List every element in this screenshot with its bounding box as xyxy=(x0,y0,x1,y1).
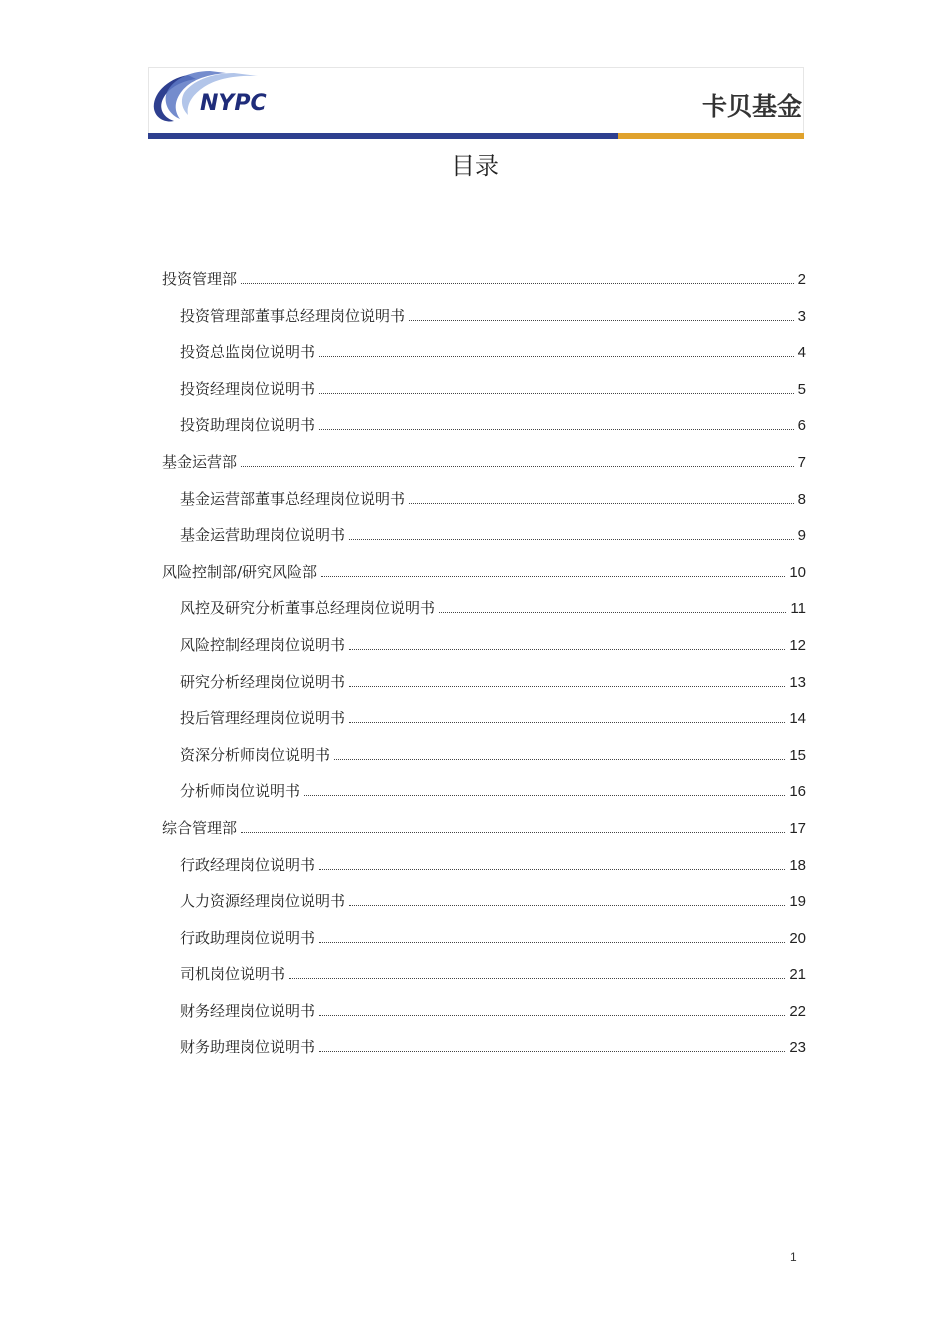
toc-page-number: 12 xyxy=(789,636,806,654)
nypc-logo xyxy=(148,67,298,127)
toc-entry-label: 投资经理岗位说明书 xyxy=(180,379,316,398)
toc-leader-dots xyxy=(439,612,786,613)
toc-leader-dots xyxy=(319,869,785,870)
toc-leader-dots xyxy=(241,832,785,833)
brand-name: 卡贝基金 xyxy=(701,92,802,121)
toc-leader-dots xyxy=(289,978,785,979)
toc-leader-dots xyxy=(319,393,794,394)
toc-subentry[interactable] xyxy=(180,486,806,523)
toc-subentry[interactable] xyxy=(180,961,806,998)
toc-entry-label: 司机岗位说明书 xyxy=(180,965,286,984)
page-number: 1 xyxy=(790,1250,797,1264)
toc-page-number: 11 xyxy=(790,600,806,618)
toc-section-entry[interactable] xyxy=(162,449,806,486)
toc-entry-label: 风险控制经理岗位说明书 xyxy=(180,635,346,654)
toc-entry-label: 研究分析经理岗位说明书 xyxy=(180,672,346,691)
toc-section-entry[interactable] xyxy=(162,266,806,303)
toc-page-number: 19 xyxy=(789,893,806,911)
toc-leader-dots xyxy=(304,795,785,796)
toc-leader-dots xyxy=(409,503,794,504)
toc-entry-label: 风险控制部/研究风险部 xyxy=(162,562,318,581)
toc-subentry[interactable] xyxy=(180,632,806,669)
toc-page-number: 7 xyxy=(797,453,806,471)
toc-leader-dots xyxy=(319,356,794,357)
toc-page-number: 16 xyxy=(789,783,806,801)
toc-subentry[interactable] xyxy=(180,742,806,779)
toc-page-number: 4 xyxy=(797,344,806,362)
toc-subentry[interactable] xyxy=(180,376,806,413)
toc-leader-dots xyxy=(349,649,785,650)
toc-subentry[interactable] xyxy=(180,339,806,376)
toc-subentry[interactable] xyxy=(180,925,806,962)
toc-subentry[interactable] xyxy=(180,778,806,815)
toc-subentry[interactable] xyxy=(180,669,806,706)
toc-page-number: 9 xyxy=(797,527,806,545)
toc-entry-label: 基金运营部 xyxy=(162,452,238,471)
toc-leader-dots xyxy=(321,576,785,577)
toc-entry-label: 分析师岗位说明书 xyxy=(180,782,301,801)
toc-subentry[interactable] xyxy=(180,595,806,632)
toc-entry-label: 人力资源经理岗位说明书 xyxy=(180,892,346,911)
toc-leader-dots xyxy=(349,539,794,540)
toc-leader-dots xyxy=(349,905,785,906)
toc-title: 目录 xyxy=(451,152,499,180)
table-of-contents xyxy=(162,266,806,1071)
toc-page-number: 18 xyxy=(789,856,806,874)
toc-entry-label: 综合管理部 xyxy=(162,818,238,837)
toc-page-number: 17 xyxy=(789,819,806,837)
toc-entry-label: 投资总监岗位说明书 xyxy=(180,343,316,362)
toc-entry-label: 投资助理岗位说明书 xyxy=(180,416,316,435)
toc-leader-dots xyxy=(319,429,794,430)
toc-page-number: 20 xyxy=(789,929,806,947)
header-rule-orange xyxy=(618,133,804,139)
toc-entry-label: 行政经理岗位说明书 xyxy=(180,855,316,874)
toc-leader-dots xyxy=(319,942,785,943)
toc-leader-dots xyxy=(334,759,785,760)
toc-entry-label: 基金运营部董事总经理岗位说明书 xyxy=(180,489,406,508)
toc-subentry[interactable] xyxy=(180,852,806,889)
toc-entry-label: 投资管理部 xyxy=(162,270,238,288)
toc-page-number: 6 xyxy=(797,417,806,435)
toc-page-number: 5 xyxy=(797,380,806,398)
toc-subentry[interactable] xyxy=(180,522,806,559)
toc-page-number: 15 xyxy=(789,746,806,764)
toc-entry-label: 行政助理岗位说明书 xyxy=(180,928,316,947)
toc-entry-label: 风控及研究分析董事总经理岗位说明书 xyxy=(180,599,436,618)
toc-entry-label: 基金运营助理岗位说明书 xyxy=(180,526,346,545)
toc-entry-label: 财务经理岗位说明书 xyxy=(180,1001,316,1020)
toc-entry-label: 资深分析师岗位说明书 xyxy=(180,745,331,764)
toc-subentry[interactable] xyxy=(180,1034,806,1071)
toc-page-number: 10 xyxy=(789,563,806,581)
toc-subentry[interactable] xyxy=(180,888,806,925)
toc-page-number: 2 xyxy=(797,271,806,288)
toc-leader-dots xyxy=(241,283,794,284)
toc-page-number: 13 xyxy=(789,673,806,691)
toc-page-number: 23 xyxy=(789,1039,806,1057)
toc-page-number: 21 xyxy=(789,966,806,984)
toc-section-entry[interactable] xyxy=(162,815,806,852)
toc-subentry[interactable] xyxy=(180,412,806,449)
logo-wordmark: NYPC xyxy=(200,91,267,116)
toc-entry-label: 财务助理岗位说明书 xyxy=(180,1038,316,1057)
toc-subentry[interactable] xyxy=(180,303,806,340)
toc-entry-label: 投后管理经理岗位说明书 xyxy=(180,709,346,728)
toc-leader-dots xyxy=(349,686,785,687)
toc-page-number: 8 xyxy=(797,490,806,508)
toc-leader-dots xyxy=(319,1051,785,1052)
toc-entry-label: 投资管理部董事总经理岗位说明书 xyxy=(180,306,406,325)
toc-leader-dots xyxy=(349,722,785,723)
header-rule-blue xyxy=(148,133,618,139)
toc-page-number: 22 xyxy=(789,1002,806,1020)
toc-section-entry[interactable] xyxy=(162,559,806,596)
toc-subentry[interactable] xyxy=(180,998,806,1035)
toc-leader-dots xyxy=(409,320,794,321)
toc-page-number: 3 xyxy=(797,307,806,325)
toc-leader-dots xyxy=(241,466,794,467)
toc-subentry[interactable] xyxy=(180,705,806,742)
toc-page-number: 14 xyxy=(789,710,806,728)
toc-leader-dots xyxy=(319,1015,785,1016)
page-header xyxy=(148,67,804,140)
